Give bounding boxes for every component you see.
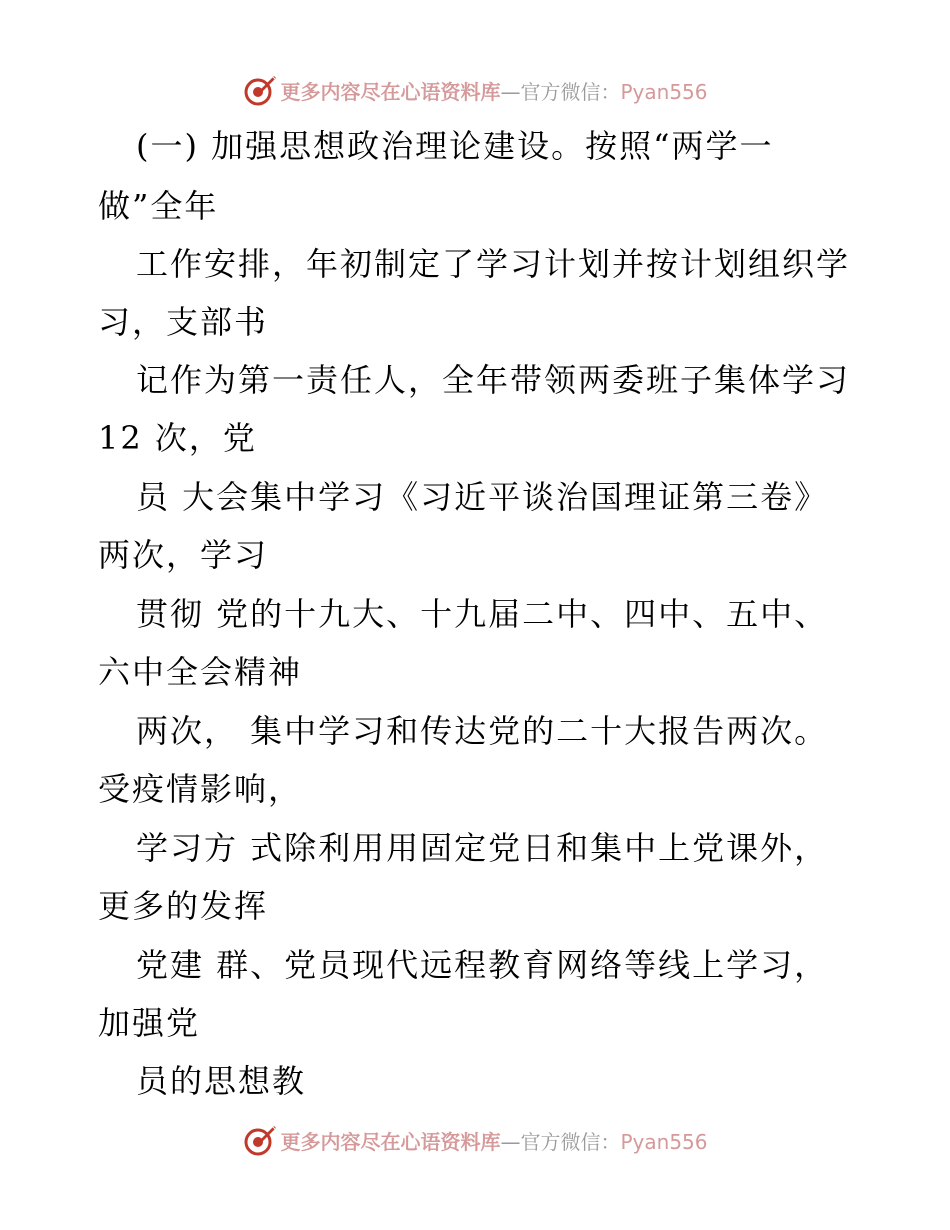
pen-logo-icon	[242, 1122, 278, 1158]
text-line: 12 次，党	[98, 419, 257, 457]
watermark-footer	[0, 1120, 950, 1160]
text-line: (一) 加强思想政治理论建设。按照“两学一	[136, 127, 774, 165]
text-line: 六中全会精神	[98, 653, 303, 691]
text-line: 工作安排，年初制定了学习计划并按计划组织学	[136, 245, 851, 283]
watermark-site-text: 更多内容尽在心语资料库	[280, 1129, 501, 1154]
text-line: 党建 群、党员现代远程教育网络等线上学习，	[136, 946, 829, 984]
text-line: 做”全年	[98, 187, 219, 225]
watermark-wechat-id: Pyan556	[620, 79, 708, 104]
text-line: 记作为第一责任人，全年带领两委班子集体学习	[136, 361, 851, 399]
text-line: 习，支部书	[98, 303, 269, 341]
watermark-wechat-id: Pyan556	[620, 1129, 708, 1154]
watermark-separator: —	[500, 1129, 521, 1154]
text-line: 更多的发挥	[98, 887, 269, 925]
watermark-separator: —	[500, 79, 521, 104]
text-line: 学习方 式除利用用固定党日和集中上党课外，	[136, 829, 829, 867]
text-line: 两次， 集中学习和传达党的二十大报告两次。	[136, 712, 829, 750]
text-line: 加强党	[98, 1004, 201, 1042]
text-line: 贯彻 党的十九大、十九届二中、四中、五中、	[136, 595, 829, 633]
watermark-wechat-label: 官方微信：	[520, 1129, 621, 1154]
text-line: 员的思想教	[136, 1062, 307, 1100]
watermark-site-text: 更多内容尽在心语资料库	[280, 79, 501, 104]
text-line: 两次，学习	[98, 536, 269, 574]
watermark-text	[280, 1126, 707, 1155]
text-line: 受疫情影响，	[98, 770, 303, 808]
watermark-wechat-label: 官方微信：	[520, 79, 621, 104]
text-line: 员 大会集中学习《习近平谈治国理证第三卷》	[136, 478, 829, 516]
